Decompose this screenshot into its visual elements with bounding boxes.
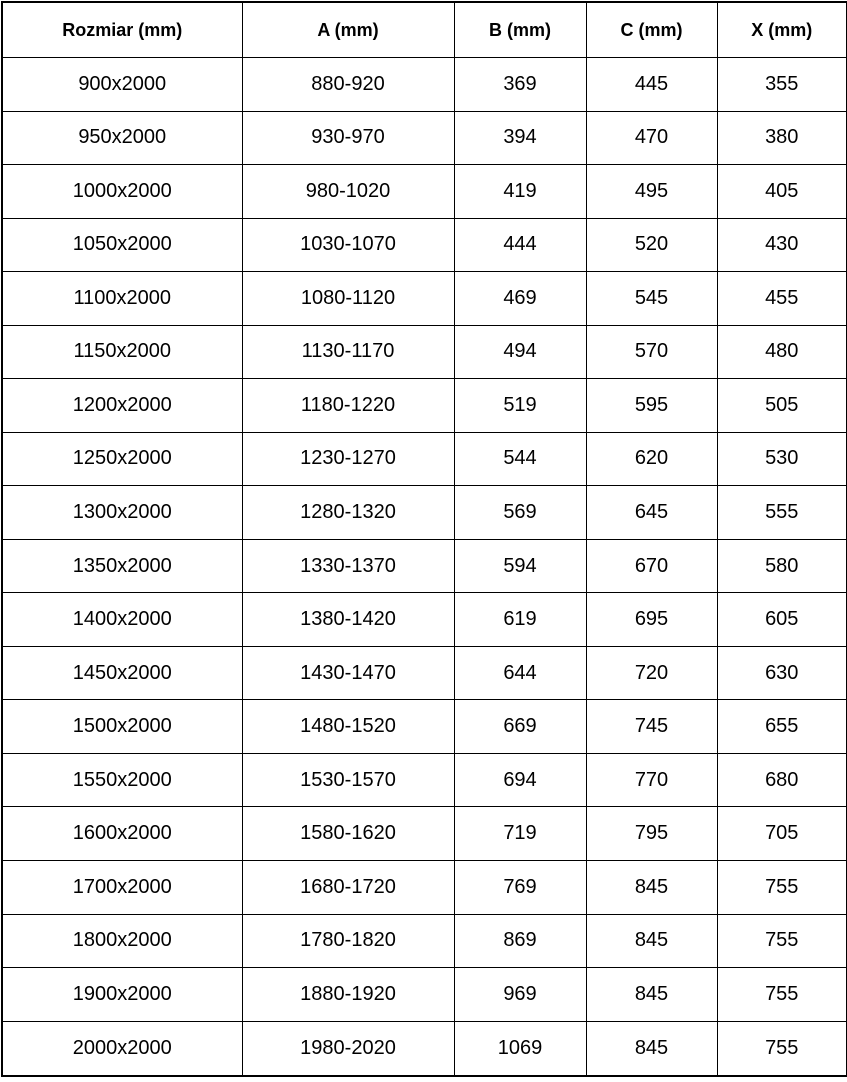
column-header: A (mm): [242, 2, 454, 58]
table-row: [2, 1021, 847, 1076]
table-cell: 494: [454, 325, 586, 379]
table-cell: 845: [586, 968, 717, 1022]
table-row: [2, 486, 847, 540]
table-row: [2, 860, 847, 914]
table-cell: 445: [586, 58, 717, 112]
table-cell: 430: [717, 218, 847, 272]
table-cell: 1100x2000: [2, 272, 242, 326]
table-cell: 394: [454, 111, 586, 165]
table-cell: 1069: [454, 1021, 586, 1076]
table-cell: 1350x2000: [2, 539, 242, 593]
table-cell: 1680-1720: [242, 860, 454, 914]
table-cell: 755: [717, 1021, 847, 1076]
table-cell: 755: [717, 860, 847, 914]
table-cell: 630: [717, 646, 847, 700]
table-cell: 1250x2000: [2, 432, 242, 486]
table-cell: 745: [586, 700, 717, 754]
table-cell: 620: [586, 432, 717, 486]
table-cell: 705: [717, 807, 847, 861]
table-row: [2, 218, 847, 272]
table-row: [2, 432, 847, 486]
column-header: C (mm): [586, 2, 717, 58]
table-cell: 405: [717, 165, 847, 219]
table-row: [2, 379, 847, 433]
table-header: [2, 2, 847, 58]
table-cell: 645: [586, 486, 717, 540]
table-cell: 369: [454, 58, 586, 112]
table-cell: 1230-1270: [242, 432, 454, 486]
table-cell: 470: [586, 111, 717, 165]
table-cell: 1550x2000: [2, 753, 242, 807]
column-header: B (mm): [454, 2, 586, 58]
table-cell: 355: [717, 58, 847, 112]
table-cell: 1450x2000: [2, 646, 242, 700]
table-cell: 845: [586, 914, 717, 968]
table-cell: 1500x2000: [2, 700, 242, 754]
table-cell: 1580-1620: [242, 807, 454, 861]
column-header: Rozmiar (mm): [2, 2, 242, 58]
table-cell: 755: [717, 914, 847, 968]
table-cell: 570: [586, 325, 717, 379]
table-row: [2, 111, 847, 165]
table-body: [2, 58, 847, 1077]
table-cell: 380: [717, 111, 847, 165]
table-cell: 1030-1070: [242, 218, 454, 272]
size-spec-table: [1, 1, 847, 1077]
table-cell: 1050x2000: [2, 218, 242, 272]
table-cell: 594: [454, 539, 586, 593]
table-cell: 1380-1420: [242, 593, 454, 647]
table-cell: 755: [717, 968, 847, 1022]
table-row: [2, 807, 847, 861]
table-cell: 845: [586, 860, 717, 914]
table-cell: 795: [586, 807, 717, 861]
table-row: [2, 58, 847, 112]
table-cell: 1000x2000: [2, 165, 242, 219]
table-cell: 769: [454, 860, 586, 914]
table-cell: 545: [586, 272, 717, 326]
table-cell: 444: [454, 218, 586, 272]
table-cell: 719: [454, 807, 586, 861]
table-row: [2, 325, 847, 379]
table-cell: 845: [586, 1021, 717, 1076]
table-cell: 770: [586, 753, 717, 807]
table-cell: 569: [454, 486, 586, 540]
table-cell: 1200x2000: [2, 379, 242, 433]
table-cell: 1080-1120: [242, 272, 454, 326]
table-cell: 2000x2000: [2, 1021, 242, 1076]
table-cell: 900x2000: [2, 58, 242, 112]
table-cell: 1130-1170: [242, 325, 454, 379]
table-cell: 1430-1470: [242, 646, 454, 700]
table-cell: 969: [454, 968, 586, 1022]
table-cell: 505: [717, 379, 847, 433]
table-cell: 680: [717, 753, 847, 807]
table-cell: 1330-1370: [242, 539, 454, 593]
table-cell: 950x2000: [2, 111, 242, 165]
table-cell: 580: [717, 539, 847, 593]
table-cell: 1600x2000: [2, 807, 242, 861]
table-row: [2, 753, 847, 807]
table-cell: 695: [586, 593, 717, 647]
table-cell: 980-1020: [242, 165, 454, 219]
table-cell: 595: [586, 379, 717, 433]
table-cell: 530: [717, 432, 847, 486]
table-cell: 480: [717, 325, 847, 379]
table-cell: 880-920: [242, 58, 454, 112]
table-cell: 605: [717, 593, 847, 647]
table-cell: 619: [454, 593, 586, 647]
column-header: X (mm): [717, 2, 847, 58]
table-cell: 1150x2000: [2, 325, 242, 379]
table-row: [2, 272, 847, 326]
table-cell: 1800x2000: [2, 914, 242, 968]
table-cell: 469: [454, 272, 586, 326]
table-cell: 644: [454, 646, 586, 700]
table-cell: 555: [717, 486, 847, 540]
table-row: [2, 646, 847, 700]
table-cell: 1180-1220: [242, 379, 454, 433]
table-cell: 1280-1320: [242, 486, 454, 540]
table-cell: 519: [454, 379, 586, 433]
table-cell: 1530-1570: [242, 753, 454, 807]
table-cell: 1480-1520: [242, 700, 454, 754]
table-cell: 1300x2000: [2, 486, 242, 540]
table-row: [2, 165, 847, 219]
header-row: [2, 2, 847, 58]
table-cell: 694: [454, 753, 586, 807]
table-cell: 455: [717, 272, 847, 326]
table-row: [2, 700, 847, 754]
table-cell: 655: [717, 700, 847, 754]
table-cell: 670: [586, 539, 717, 593]
table-cell: 544: [454, 432, 586, 486]
table-row: [2, 968, 847, 1022]
table-cell: 1780-1820: [242, 914, 454, 968]
table-row: [2, 914, 847, 968]
table-row: [2, 539, 847, 593]
table-cell: 669: [454, 700, 586, 754]
table-cell: 930-970: [242, 111, 454, 165]
table-cell: 720: [586, 646, 717, 700]
table-cell: 1400x2000: [2, 593, 242, 647]
table-cell: 495: [586, 165, 717, 219]
table-cell: 869: [454, 914, 586, 968]
table-cell: 1900x2000: [2, 968, 242, 1022]
table-cell: 1980-2020: [242, 1021, 454, 1076]
table-cell: 1700x2000: [2, 860, 242, 914]
table-cell: 419: [454, 165, 586, 219]
table-row: [2, 593, 847, 647]
table-cell: 520: [586, 218, 717, 272]
table-cell: 1880-1920: [242, 968, 454, 1022]
